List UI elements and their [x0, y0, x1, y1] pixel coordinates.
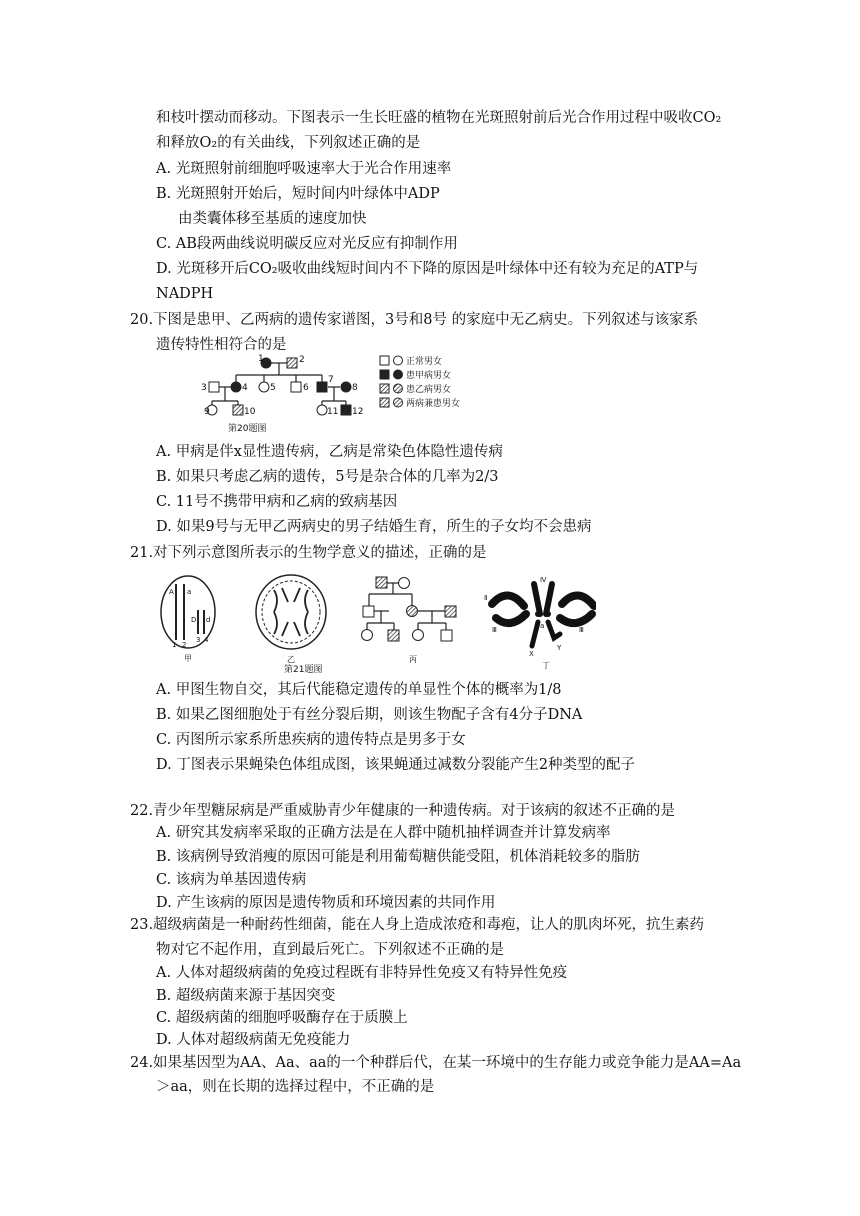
jia-letter: D: [191, 616, 197, 624]
pedigree-number: 4: [242, 383, 248, 393]
q19-option-d-line2: NADPH: [156, 286, 214, 302]
q24-stem-line1: 24.如果基因型为AA、Aa、aa的一个种群后代，在某一环境中的生存能力或竞争能力是AA=Aa: [130, 1055, 742, 1071]
jia-letter: a: [187, 588, 192, 596]
q22-option-d: D. 产生该病的原因是遗传物质和环境因素的共同作用: [156, 895, 496, 911]
panel-label-jia: 甲: [184, 654, 192, 663]
ding-letter: Ⅱ: [565, 620, 569, 628]
q21-option-c: C. 丙图所示家系所患疾病的遗传特点是男多于女: [156, 732, 466, 748]
ding-letter: Y: [557, 644, 562, 652]
jia-letter: 3: [196, 636, 201, 644]
ding-letter: Ⅳ: [540, 576, 547, 584]
legend-item: 正常男女: [406, 357, 443, 367]
ding-letter: Ⅱ: [484, 594, 488, 602]
panel-label-yi: 乙: [287, 655, 295, 664]
q20-stem-line1: 20.下图是患甲、乙两病的遗传家谱图，3号和8号 的家庭中无乙病史。下列叙述与该家系: [130, 312, 699, 328]
q20-pedigree-figure: [200, 352, 490, 434]
pedigree-number: 5: [270, 383, 276, 393]
legend-item: 两病兼患男女: [406, 399, 461, 409]
q20-option-a: A. 甲病是伴x显性遗传病，乙病是常染色体隐性遗传病: [156, 444, 503, 460]
q19-option-d-line1: D. 光斑移开后CO₂吸收曲线短时间内不下降的原因是叶绿体中还有较为充足的ATP与: [156, 261, 699, 277]
pedigree-number: 1: [258, 354, 264, 364]
q20-option-c: C. 11号不携带甲病和乙病的致病基因: [156, 494, 398, 510]
pedigree-number: 9: [204, 407, 210, 417]
jia-letter: d: [206, 616, 211, 624]
pedigree-number: 12: [352, 407, 364, 417]
q21-figure: [156, 570, 596, 674]
q20-option-d: D. 如果9号与无甲乙两病史的男子结婚生育，所生的子女均不会患病: [156, 519, 592, 535]
q22-option-b: B. 该病例导致消瘦的原因可能是利用葡萄糖供能受阻，机体消耗较多的脂肪: [156, 849, 640, 865]
ding-letter: Ⅲ: [579, 626, 584, 634]
pedigree-number: 6: [303, 383, 309, 393]
panel-label-bing: 丙: [409, 655, 417, 664]
q23-stem-line2: 物对它不起作用，直到最后死亡。下列叙述不正确的是: [156, 942, 504, 958]
jia-letter: 4: [204, 636, 209, 644]
jia-letter: 1: [172, 641, 177, 649]
jia-letter: A: [169, 588, 174, 596]
q24-stem-line2: ＞aa，则在长期的选择过程中，不正确的是: [156, 1079, 435, 1095]
q23-option-a: A. 人体对超级病菌的免疫过程既有非特异性免疫又有特异性免疫: [156, 965, 568, 981]
q19-option-b-line2: 由类囊体移至基质的速度加快: [178, 211, 367, 227]
q20-stem-line2: 遗传特性相符合的是: [156, 337, 287, 353]
pedigree-number: 7: [328, 375, 334, 385]
q20-option-b: B. 如果只考虑乙病的遗传，5号是杂合体的几率为2/3: [156, 469, 499, 485]
q22-stem: 22.青少年型糖尿病是严重威胁青少年健康的一种遗传病。对于该病的叙述不正确的是: [130, 803, 676, 819]
ding-letter: X: [529, 650, 534, 658]
q22-option-c: C. 该病为单基因遗传病: [156, 872, 307, 888]
ding-letter: a: [540, 622, 545, 630]
pedigree-number: 3: [201, 383, 207, 393]
q23-option-d: D. 人体对超级病菌无免疫能力: [156, 1032, 351, 1048]
q21-option-b: B. 如果乙图细胞处于有丝分裂后期，则该生物配子含有4分子DNA: [156, 707, 583, 723]
q20-figure-caption: 第20题图: [228, 424, 267, 434]
legend-item: 患乙病男女: [406, 385, 452, 395]
q19-option-c: C. AB段两曲线说明碳反应对光反应有抑制作用: [156, 236, 458, 252]
q21-option-a: A. 甲图生物自交，其后代能稳定遗传的单显性个体的概率为1/8: [156, 682, 562, 698]
pedigree-number: 8: [352, 383, 358, 393]
q19-stem-line1: 和枝叶摆动而移动。下图表示一生长旺盛的植物在光斑照射前后光合作用过程中吸收CO₂: [156, 110, 722, 126]
q23-option-b: B. 超级病菌来源于基因突变: [156, 988, 336, 1004]
q22-option-a: A. 研究其发病率采取的正确方法是在人群中随机抽样调查并计算发病率: [156, 825, 611, 841]
q19-option-a: A. 光斑照射前细胞呼吸速率大于光合作用速率: [156, 161, 452, 177]
q23-option-c: C. 超级病菌的细胞呼吸酶存在于质膜上: [156, 1010, 408, 1026]
q19-option-b-line1: B. 光斑照射开始后，短时间内叶绿体中ADP: [156, 186, 440, 202]
pedigree-number: 10: [244, 407, 256, 417]
legend-item: 患甲病男女: [406, 371, 452, 381]
ding-letter: Ⅲ: [492, 626, 497, 634]
q21-figure-caption: 第21题图: [284, 665, 323, 674]
q21-option-d: D. 丁图表示果蝇染色体组成图，该果蝇通过减数分裂能产生2种类型的配子: [156, 757, 636, 773]
q19-stem-line2: 和释放O₂的有关曲线，下列叙述正确的是: [156, 135, 421, 151]
q21-stem: 21.对下列示意图所表示的生物学意义的描述，正确的是: [130, 545, 487, 561]
panel-label-ding: 丁: [542, 661, 550, 670]
jia-letter: 2: [182, 641, 187, 649]
pedigree-number: 11: [327, 407, 339, 417]
q23-stem-line1: 23.超级病菌是一种耐药性细菌，能在人身上造成浓疮和毒疱，让人的肌肉坏死，抗生素药: [130, 917, 705, 933]
pedigree-number: 2: [299, 355, 305, 365]
